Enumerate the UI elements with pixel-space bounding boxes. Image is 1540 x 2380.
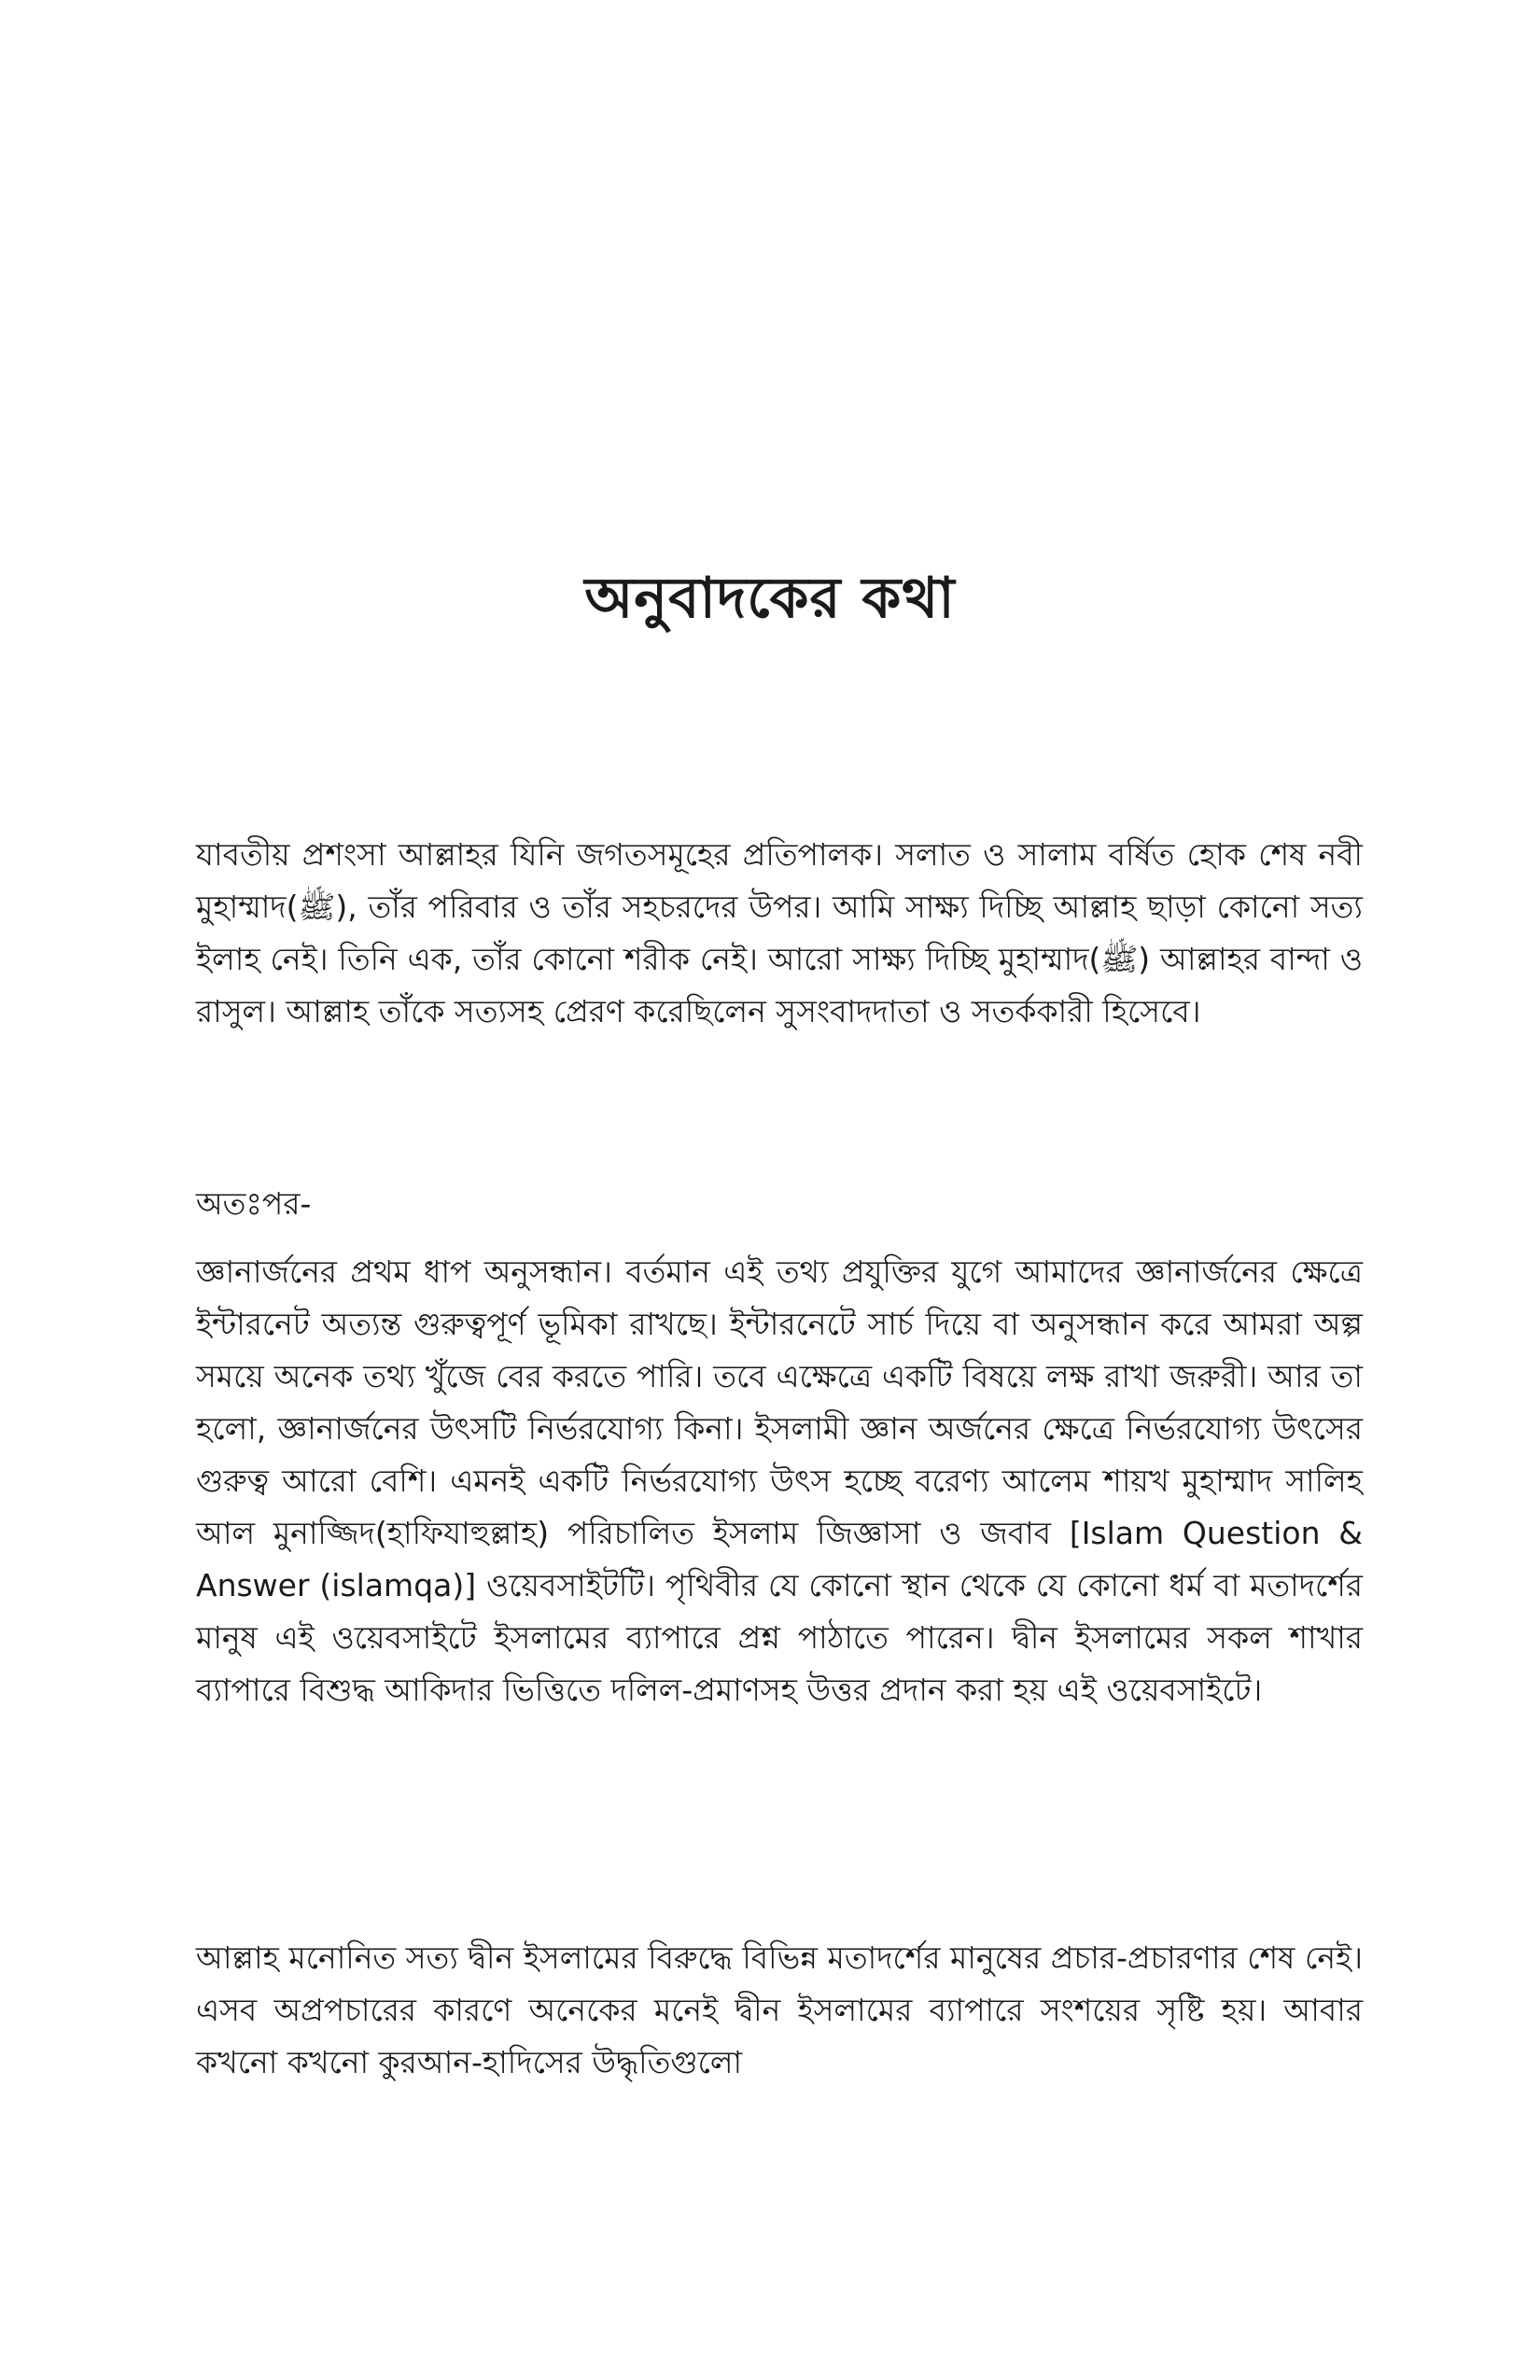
page-title: অনুবাদকের কথা: [584, 566, 956, 631]
paragraph-transition: অতঃপর-: [196, 1185, 312, 1222]
paragraph-knowledge: জ্ঞানার্জনের প্রথম ধাপ অনুসন্ধান। বর্তমান এই তথ্য প্রযুক্তির যুগে আমাদের জ্ঞানার্জনের ক্ষেত্রে ইন্টারনেট অত্যন্ত গুরুত্বপূর্ণ ভূমিকা রাখছে। ইন্টারনেটে সার্চ দিয়ে বা অনুসন্ধান করে আমরা অল্প সময়ে অনেক তথ্য খুঁজে বের করতে পারি। তবে এক্ষেত্রে একটি বিষয়ে লক্ষ রাখা জরুরী। আর তা হলো, জ্ঞানার্জনের উৎসটি নির্ভরযোগ্য কিনা। ইসলামী জ্ঞান অর্জনের ক্ষেত্রে নির্ভরযোগ্য উৎসের গুরুত্ব আরো বেশি। এমনই একটি নির্ভরযোগ্য উৎস হচ্ছে বরেণ্য আলেম শায়খ মুহাম্মাদ সালিহ আল মুনাজ্জিদ(হাফিযাহুল্লাহ) পরিচালিত ইসলাম জিজ্ঞাসা ও জবাব [Islam Question & Answer (islamqa)] ওয়েবসাইটটি। পৃথিবীর যে কোনো স্থান থেকে যে কোনো ধর্ম বা মতাদর্শের মানুষ এই ওয়েবসাইটে ইসলামের ব্যাপারে প্রশ্ন পাঠাতে পারেন। দ্বীন ইসলামের সকল শাখার ব্যাপারে বিশুদ্ধ আকিদার ভিত্তিতে দলিল-প্রমাণসহ উত্তর প্রদান করা হয় এই ওয়েবসাইটে।: [196, 1253, 1363, 1708]
paragraph-praise: যাবতীয় প্রশংসা আল্লাহর যিনি জগতসমূহের প্রতিপালক। সলাত ও সালাম বর্ষিত হোক শেষ নবী মুহাম্মাদ(ﷺ), তাঁর পরিবার ও তাঁর সহচরদের উপর। আমি সাক্ষ্য দিচ্ছি আল্লাহ ছাড়া কোনো সত্য ইলাহ নেই। তিনি এক, তাঁর কোনো শরীক নেই। আরো সাক্ষ্য দিচ্ছি মুহাম্মাদ(ﷺ) আল্লাহর বান্দা ও রাসুল। আল্লাহ তাঁকে সত্যসহ প্রেরণ করেছিলেন সুসংবাদদাতা ও সতর্ককারী হিসেবে।: [196, 836, 1363, 1029]
paragraph-propaganda: আল্লাহ মনোনিত সত্য দ্বীন ইসলামের বিরুদ্ধে বিভিন্ন মতাদর্শের মানুষের প্রচার-প্রচারণার শেষ নেই। এসব অপ্রপচারের কারণে অনেকের মনেই দ্বীন ইসলামের ব্যাপারে সংশয়ের সৃষ্টি হয়। আবার কখনো কখনো কুরআন-হাদিসের উদ্ধৃতিগুলো: [196, 1939, 1363, 2080]
